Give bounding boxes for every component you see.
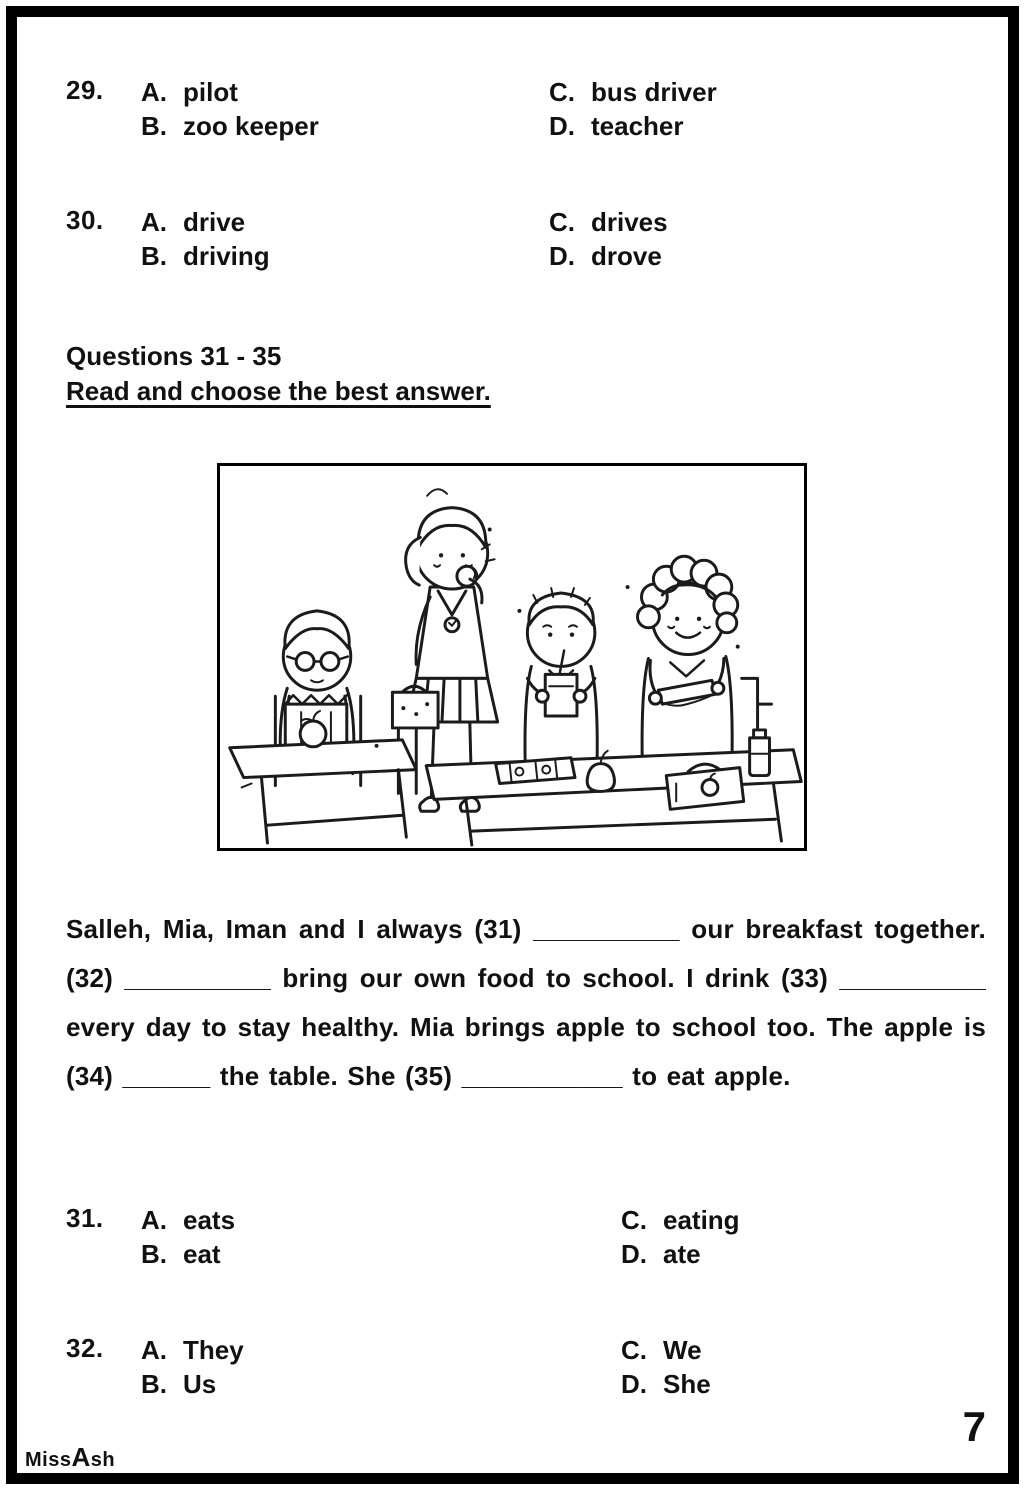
option-text: teacher bbox=[591, 111, 684, 141]
option-label: A. bbox=[141, 77, 167, 107]
option bbox=[621, 1367, 986, 1401]
watermark-text: A bbox=[71, 1442, 91, 1472]
option bbox=[141, 1333, 621, 1367]
option bbox=[549, 239, 986, 273]
option-text: bus driver bbox=[591, 77, 717, 107]
children-eating-breakfast-illustration bbox=[220, 466, 804, 848]
option-label: B. bbox=[141, 1369, 167, 1399]
option-label: D. bbox=[621, 1369, 647, 1399]
option-label: D. bbox=[549, 241, 575, 271]
cloze-passage: Salleh, Mia, Iman and I always (31) __________ our breakfast together. (32) __________ bring our own food to school. I drink (33) __________ every day to stay healthy. Mia brings apple to school too. The apple is (34) ______ the table. She (35) ___________ to eat apple. bbox=[66, 914, 986, 1091]
option bbox=[141, 1367, 621, 1401]
option bbox=[621, 1333, 986, 1367]
question-number: 30. bbox=[66, 205, 104, 235]
illustration-frame bbox=[217, 463, 807, 851]
option-label: D. bbox=[621, 1239, 647, 1269]
worksheet-page bbox=[6, 6, 1019, 1484]
options-left-column bbox=[141, 205, 549, 273]
option-label: C. bbox=[621, 1335, 647, 1365]
option-text: driving bbox=[183, 241, 270, 271]
question-31 bbox=[66, 1203, 986, 1271]
page-number: 7 bbox=[962, 1403, 986, 1450]
option-text: She bbox=[663, 1369, 711, 1399]
option-text: eating bbox=[663, 1205, 740, 1235]
option bbox=[141, 109, 549, 143]
watermark-text: Miss bbox=[25, 1449, 72, 1471]
option-label: B. bbox=[141, 111, 167, 141]
section-instruction: Read and choose the best answer. bbox=[66, 376, 491, 406]
options-right-column bbox=[549, 205, 986, 273]
option-text: eats bbox=[183, 1205, 236, 1235]
watermark bbox=[25, 1442, 115, 1473]
option-text: Us bbox=[183, 1369, 217, 1399]
section-title: Questions 31 - 35 bbox=[66, 341, 282, 371]
options-left-column bbox=[141, 1333, 621, 1401]
option bbox=[549, 109, 986, 143]
option-label: D. bbox=[549, 111, 575, 141]
option bbox=[549, 75, 986, 109]
options-right-column bbox=[621, 1203, 986, 1271]
option-text: ate bbox=[663, 1239, 701, 1269]
option bbox=[621, 1203, 986, 1237]
option-text: drives bbox=[591, 207, 668, 237]
watermark-text: sh bbox=[90, 1449, 116, 1471]
option-text: pilot bbox=[183, 77, 238, 107]
option-label: B. bbox=[141, 241, 167, 271]
option-label: C. bbox=[549, 207, 575, 237]
option-text: drive bbox=[183, 207, 246, 237]
option bbox=[141, 1203, 621, 1237]
option-label: A. bbox=[141, 1335, 167, 1365]
question-30 bbox=[66, 205, 986, 273]
option-text: We bbox=[663, 1335, 702, 1365]
option-text: eat bbox=[183, 1239, 221, 1269]
question-29 bbox=[66, 75, 986, 143]
question-number: 29. bbox=[66, 75, 104, 105]
section-header bbox=[66, 339, 986, 409]
options-right-column bbox=[549, 75, 986, 143]
option bbox=[141, 205, 549, 239]
options-left-column bbox=[141, 1203, 621, 1271]
option bbox=[621, 1237, 986, 1271]
option bbox=[549, 205, 986, 239]
options-left-column bbox=[141, 75, 549, 143]
option-label: B. bbox=[141, 1239, 167, 1269]
option-text: They bbox=[183, 1335, 244, 1365]
option-label: C. bbox=[549, 77, 575, 107]
option-text: zoo keeper bbox=[183, 111, 319, 141]
option-label: A. bbox=[141, 207, 167, 237]
options-right-column bbox=[621, 1333, 986, 1401]
option-label: C. bbox=[621, 1205, 647, 1235]
question-32 bbox=[66, 1333, 986, 1401]
question-number: 32. bbox=[66, 1333, 104, 1363]
option bbox=[141, 239, 549, 273]
option-text: drove bbox=[591, 241, 662, 271]
option bbox=[141, 75, 549, 109]
option-label: A. bbox=[141, 1205, 167, 1235]
option bbox=[141, 1237, 621, 1271]
question-number: 31. bbox=[66, 1203, 104, 1233]
